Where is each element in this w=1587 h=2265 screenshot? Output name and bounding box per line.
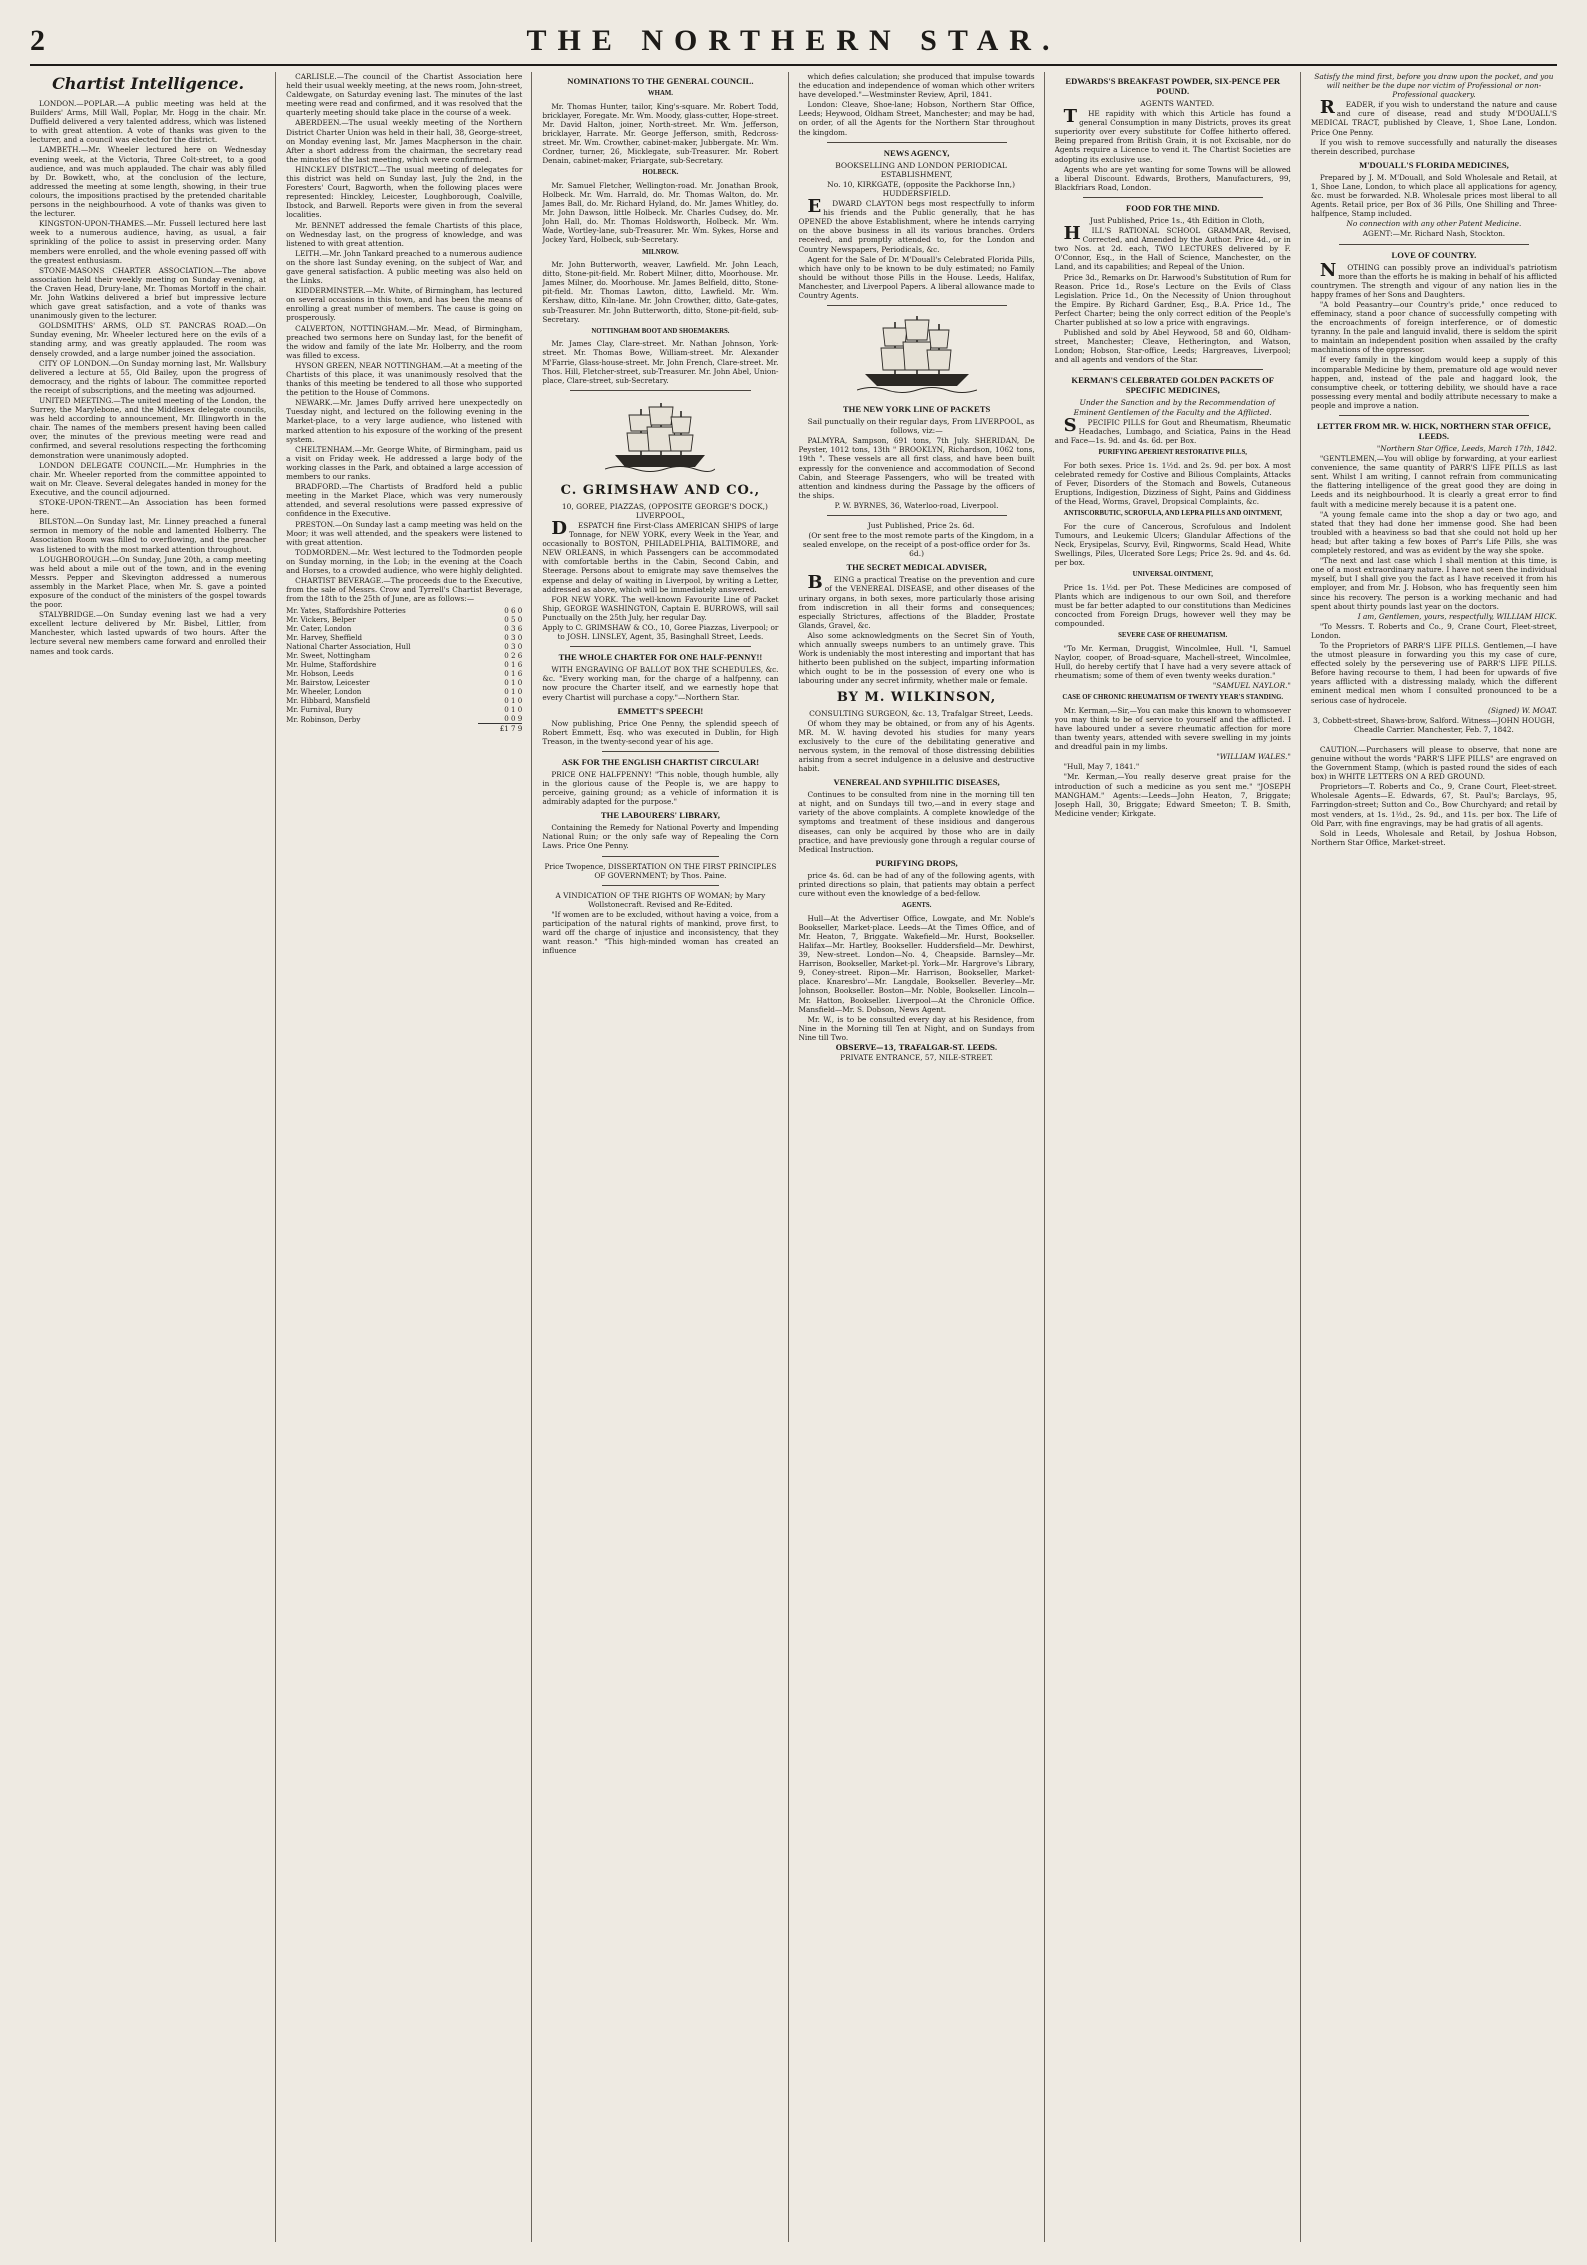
vindication-continued: which defies calculation; she produced that impulse towards the education and independence of woman which other writers have developed."—Westminster Review, April, 1841. (798, 72, 1035, 100)
packets-subtitle: Sail punctually on their regular days, From LIVERPOOL, as follows, viz:— (807, 417, 1035, 436)
vindication-text: "If women are to be excluded, without having a voice, from a participation of the natural rights of mankind, prove first, to ward off the charge of injustice and inconsistency, that they want reason." "This high-minded woman has created an influence (542, 909, 779, 956)
report-paragraph: LONDON.—POPLAR.—A public meeting was held at the Builders' Arms, Mill Wall, Poplar, Mr. Hogg in the chair. Mr. Duffield delivered a very talented address, which was listened to with great attention. A vote of thanks was given to the lecturer, and a council was elected for the district. (30, 99, 267, 145)
letter-place: "Northern Star Office, Leeds, March 17th, 1842. (1376, 444, 1557, 453)
table-row: Mr. Robinson, Derby 0 0 9 (286, 714, 523, 724)
nomination-names: Mr. Thomas Hunter, tailor, King's-square. Mr. Robert Todd, bricklayer, Foregate. Mr. Wm. Moody, glass-cutter, Hope-street. Mr. David Halton, joiner, North-street. Mr. Wm. Jefferson, bricklayer, Harrate. Mr. George Jefferson, smith, Redcross-street. Mr. Wm. Crowther, cabinet-maker, Jubbergate. Mr. Wm. Cordner, turner, 26, Micklegate, sub-Treasurer. Mr. Robert Denain, cabinet-maker, Friargate, sub-Secretary. (542, 101, 779, 166)
aperient-text: For both sexes. Price 1s. 1½d. and 2s. 9d. per box. A most celebrated remedy for Costive and Bilious Complaints, Attacks of Fever, Disorders of the Stomach and Bowels, Cutaneous Eruptions, Indigestion, Dizziness of Sight, Pains and Giddiness of the Head, Worms, Gravel, Dropsical Complaints, &c. (1054, 460, 1291, 506)
closing-text: Mr. W., is to be consulted every day at his Residence, from Nine in the Morning till Ten at Night, and on Sundays from Nine till Two. (798, 1014, 1035, 1042)
news-agency-text: EDWARD CLAYTON begs most respectfully to inform his friends and the Public generally, that he has OPENED the above Establishment, where he intends carrying on the above business in all its various branches. Orders received, and promptly attended to, for the London and Country Newspapers, Periodicals, &c. (798, 196, 1035, 254)
chronic-title: CASE OF CHRONIC RHEUMATISM OF TWENTY YEAR'S STANDING. (1062, 694, 1284, 702)
whole-charter-title: THE WHOLE CHARTER FOR ONE HALF-PENNY!! (558, 652, 763, 663)
moat-signature: (Signed) W. MOAT. (1487, 705, 1557, 715)
report-paragraph: LONDON DELEGATE COUNCIL.—Mr. Humphries in the chair. Mr. Wheeler reported from the committee appointed to wait on Mr. Cleave. Several delegates handed in money for the Executive, and the council adjourned. (30, 460, 267, 497)
food-text-2: Price 3d., Remarks on Dr. Harwood's Substitution of Rum for Reason. Price 1d., Rose's Lecture on the Evils of Class Legislation. Price 1d., On the Necessity of Union throughout the Empire. By Richard Gardner, Esq., B.A. Price 1d., The Perfect Charter; being the only correct edition of the People's Charter published at so low a price with engravings. (1054, 272, 1291, 327)
love-text: NOTHING can possibly prove an individual's patriotism more than the efforts he is making in behalf of his afflicted countrymen. The strength and vigour of any nation lies in the happy frames of her Sons and Daughters. (1310, 259, 1557, 299)
column-2 (286, 72, 532, 2242)
powder-subtitle: AGENTS WANTED. (1140, 99, 1215, 108)
column-5 (1055, 72, 1301, 2242)
kerman-title: KERMAN'S CELEBRATED GOLDEN PACKETS OF SPECIFIC MEDICINES, (1071, 375, 1275, 396)
universal-text: Price 1s. 1½d. per Pot. These Medicines are composed of Plants which are indigenous to our own Soil, and therefore must be far better adapted to our constitutions than Medicines concocted from Foreign Drugs, however well they may be compounded. (1054, 582, 1291, 628)
table-row: Mr. Hobson, Leeds 0 1 6 (286, 669, 523, 679)
news-agency-text-2: Agent for the Sale of Dr. M'Douall's Celebrated Florida Pills, which have only to be known to be duly estimated; no Family should be without those Pills in the House. Leeds, Halifax, Manchester, and Liverpool Papers. A liberal allowance made to Country Agents. (798, 254, 1035, 300)
divider (570, 390, 750, 391)
divider (827, 515, 1007, 516)
divider (827, 305, 1007, 306)
food-subtitle: Just Published, Price 1s., 4th Edition in Cloth, (1090, 215, 1265, 225)
food-title: FOOD FOR THE MIND. (1126, 202, 1220, 213)
nominations-heading: NOMINATIONS TO THE GENERAL COUNCIL. (567, 76, 754, 86)
nomination-place: MILNROW. (642, 248, 679, 256)
grimshaw-text: DESPATCH fine First-Class AMERICAN SHIPS of large Tonnage, for NEW YORK, every Week in the Year, and occasionally to BOSTON, PHILADELPHIA, BALTIMORE, and NEW ORLEANS, in which Passengers can be accommodated with comfortable berths in the Cabin, Second Cabin, and Steerage. Persons about to emigrate may save themselves the expense and delay of waiting in Liverpool, by writing a Letter, addressed as above, which will be immediately answered. (542, 518, 779, 594)
testimonial-title: SEVERE CASE OF RHEUMATISM. (1118, 632, 1228, 640)
nomination-place: WHAM. (647, 90, 673, 97)
food-text: HILL'S RATIONAL SCHOOL GRAMMAR, Revised, Corrected, and Amended by the Author. Price 4d., or in two Nos. at 2d. each, TWO LECTURES delivered by F. O'Connor, Esq., in the Hall of Science, Manchester, on the Land, and its capabilities; and Repeal of the Union. (1054, 223, 1291, 272)
love-title: LOVE OF COUNTRY. (1391, 249, 1477, 260)
mcdouall-title: M'DOUALL'S FLORIDA MEDICINES, (1359, 159, 1509, 170)
divider (1339, 415, 1529, 416)
universal-title: UNIVERSAL OINTMENT, (1132, 571, 1213, 579)
report-paragraph: CHELTENHAM.—Mr. George White, of Birmingham, paid us a visit on Friday week. He addressed a large body of the working classes in the Park, and obtained a large accession of members to our ranks. (286, 444, 523, 482)
table-row: Mr. Furnival, Bury 0 1 0 (286, 705, 523, 715)
report-paragraph: STONE-MASONS CHARTER ASSOCIATION.—The above association held their weekly meeting on Sunday evening, at the Craven Head, Drury-lane, Mr. Thomas Mortoff in the chair. Mr. John Watkins delivered a brief but impressive lecture which gave great satisfaction, and a vote of thanks was unanimously given to the lecturer. (30, 265, 267, 321)
mcdouall-agent: AGENT:—Mr. Richard Nash, Stockton. (1362, 229, 1506, 239)
powder-text-2: Agents who are yet wanting for some Towns will be allowed a liberal Discount. Edwards, Brothers, Manufacturers, 99, Blackfriars Road, London. (1054, 164, 1291, 192)
table-row: Mr. Yates, Staffordshire Potteries 0 6 0 (286, 606, 523, 616)
packet-ship-icon (857, 312, 977, 398)
report-paragraph: STALYBRIDGE.—On Sunday evening last we had a very excellent lecture delivered by Mr. Bisbel, Littler, from Manchester, which lasted upwards of two hours. After the lecture several new members came forward and enrolled their names and took cards. (30, 610, 267, 656)
divider (1339, 244, 1529, 245)
report-paragraph: PRESTON.—On Sunday last a camp meeting was held on the Moor; it was well attended, and the speakers were listened to with great attention. (286, 519, 523, 547)
report-paragraph: BRADFORD.—The Chartists of Bradford held a public meeting in the Market Place, which was very numerously attended, and several resolutions were passed expressive of confidence in the Executive. (286, 482, 523, 519)
nomination-names: Mr. Samuel Fletcher, Wellington-road. Mr. Jonathan Brook, Holbeck. Mr. Wm. Harrald, do. Mr. Thomas Walton, do. Mr. James Ball, do. Mr. Richard Hyland, do. Mr. James Whitley, do. Mr. John Dawson, little Holbeck. Mr. Charles Cudsey, do. Mr. John Hall, do. Mr. Thomas Holdsworth, Holbeck. Mr. Wm. Wade, Wortley-lane, sub-Treasurer. Mr. Wm. Sykes, Horse and Jockey Yard, Holbeck, sub-Secretary. (542, 180, 779, 245)
report-paragraph: NEWARK.—Mr. James Duffy arrived here unexpectedly on Tuesday night, and lectured on the following evening in the Market-place, to a very large audience, who listened with marked attention to his exposure of the working of the present system. (286, 398, 523, 444)
whole-charter-text: WITH ENGRAVING OF BALLOT BOX THE SCHEDULES, &c. &c. "Every working man, for the charge of a halfpenny, can now procure the Charter itself, and we earnestly hope that every Chartist will purchase a copy."—Northern Star. (542, 665, 779, 702)
observe-address: OBSERVE—13, TRAFALGAR-ST. LEEDS. (835, 1043, 998, 1052)
report-paragraph: LEITH.—Mr. John Tankard preached to a numerous audience on the shore last Sunday evening, on the subject of War, and gave general satisfaction. A public meeting was also held on the Links. (286, 248, 523, 286)
packets-title: THE NEW YORK LINE OF PACKETS (842, 404, 991, 415)
grimshaw-york: FOR NEW YORK. The well-known Favourite Line of Packet Ship, GEORGE WASHINGTON, Captain E. BURROWS, will sail Punctually on the 25th July, her regular Day. (542, 594, 779, 622)
packets-apply: P. W. BYRNES, 36, Waterloo-road, Liverpool. (834, 500, 999, 510)
adviser-subtitle: (Or sent free to the most remote parts of the Kingdom, in a sealed envelope, on the receipt of a post-office order for 3s. 6d.) (802, 531, 1034, 559)
table-row: Mr. Cater, London 0 3 6 (286, 624, 523, 634)
divider (1083, 369, 1263, 370)
adviser-title: THE SECRET MEDICAL ADVISER, (846, 562, 987, 573)
table-row: Mr. Hibbard, Mansfield 0 1 0 (286, 696, 523, 706)
adviser-published: Just Published, Price 2s. 6d. (867, 521, 975, 530)
letter-text-3: "The next and last case which I shall mention at this time, is one of a most extraordinary nature. I have not seen the individual myself, but I shall give you the fact as I have received it from his employer, and from Mr. J. Hobson, who has frequently seen him since his recovery. The person is a working mechanic and had spent about thirty pounds last year on the doctors. (1310, 556, 1557, 611)
letter-signature: I am, Gentlemen, yours, respectfully, WILLIAM HICK. (1357, 611, 1557, 621)
column-1 (30, 72, 276, 2242)
divider (827, 142, 1007, 143)
testimonial-signature: "SAMUEL NAYLOR." (1212, 681, 1291, 691)
agents-text: Hull—At the Advertiser Office, Lowgate, and Mr. Noble's Bookseller, Market-place. Leeds—At the Times Office, and of Mr. Heaton, 7, Briggate. Wakefield—Mr. Hurst, Bookseller. Halifax—Mr. Hartley, Bookseller. Huddersfield—Mr. Dewhirst, 39, New-street. London—No. 4, Cheapside. Barnsley—Mr. Harrison, Bookseller, Market-pl. York—Mr. Hargrove's Library, 9, Coney-street. Ripon—Mr. Harrison, Bookseller, Market-place. Knaresbro'—Mr. Langdale, Bookseller. Beverley—Mr. Johnson, Bookseller. Boston—Mr. Noble, Bookseller. Lincoln—Mr. Hatton, Bookseller. Liverpool—At the Chronicle Office. Mansfield—Mr. S. Dobson, News Agent. (798, 913, 1035, 1014)
moat-address: 3, Cobbett-street, Shaws-brow, Salford. Witness—JOHN HOUGH, Cheadle Carrier. Manchester, Feb. 7, 1842. (1313, 715, 1555, 734)
grimshaw-apply: Apply to C. GRIMSHAW & CO., 10, Goree Piazzas, Liverpool; or to JOSH. LINSLEY, Agent, 35, Basinghall Street, Leeds. (542, 623, 779, 642)
columns (30, 72, 1557, 2242)
table-row: Mr. Vickers, Belper 0 5 0 (286, 615, 523, 625)
column-6 (1311, 72, 1557, 2242)
powder-title: EDWARDS'S BREAKFAST POWDER, SIX-PENCE PER POUND. (1065, 76, 1281, 96)
news-agency-address: No. 10, KIRKGATE, (opposite the Packhorse Inn,) HUDDERSFIELD. (827, 179, 1015, 198)
mcdouall-text-2: If you wish to remove successfully and naturally the diseases therein described, purchase (1310, 137, 1557, 156)
table-row: National Charter Association, Hull 0 3 0 (286, 642, 523, 652)
mcdouall-intro: Satisfy the mind first, before you draw upon the pocket, and you will neither be the dupe nor victim of Professional or non-Professional quackery. (1314, 72, 1554, 100)
emmett-title: EMMETT'S SPEECH! (617, 705, 704, 716)
report-paragraph: CITY OF LONDON.—On Sunday morning last, Mr. Wallsbury delivered a lecture at 55, Old Bailey, upon the progress of democracy, and the rights of labour. The committee reported the receipt of subscriptions, and the meeting was adjourned. (30, 358, 267, 395)
divider (570, 646, 750, 647)
kerman-text: SPECIFIC PILLS for Gout and Rheumatism, Rheumatic Headaches, Lumbago, and Sciatica, Pains in the Head and Face—1s. 9d. and 4s. 6d. per Box. (1054, 414, 1291, 445)
report-paragraph: Mr. BENNET addressed the female Chartists of this place, on Wednesday last, on the progress of knowledge, and was listened to with great attention. (286, 220, 523, 248)
newspaper-title: THE NORTHERN STAR. (526, 24, 1061, 57)
caution-text: CAUTION.—Purchasers will please to observe, that none are genuine without the words "PARR'S LIFE PILLS" are engraved on the Government Stamp, (which is pasted round the sides of each box) in WHITE LETTERS ON A RED GROUND. (1310, 744, 1557, 782)
wilkinson-subtitle: CONSULTING SURGEON, &c. 13, Trafalgar Street, Leeds. (809, 708, 1034, 718)
aperient-title: PURIFYING APERIENT RESTORATIVE PILLS, (1098, 448, 1247, 456)
report-paragraph: ABERDEEN.—The usual weekly meeting of the Northern District Charter Union was held in their hall, 38, George-street, on Monday evening last, Mr. James Macpherson in the chair. After a short address from the chairman, the secretary read the minutes of the last meeting, which were confirmed. (286, 118, 523, 164)
testimonial-text: "To Mr. Kerman, Druggist, Wincolmlee, Hull. "I, Samuel Naylor, cooper, of Broad-square, Machell-street, Wincolmlee, Hull, do hereby certify that I have had a very severe attack of rheumatism; some of them of even twenty weeks duration." (1054, 643, 1291, 680)
letter-recipient: "To Messrs. T. Roberts and Co., 9, Crane Court, Fleet-street, London. (1310, 621, 1557, 640)
table-total-row (286, 724, 522, 734)
report-paragraph: GOLDSMITHS' ARMS, OLD ST. PANCRAS ROAD.—On Sunday evening, Mr. Wheeler lectured here on the evils of a standing army, and was greatly applauded. The room was densely crowded, and a large number joined the association. (30, 321, 267, 358)
chartist-reports (30, 99, 266, 656)
table-row: Mr. Sweet, Nottingham 0 2 6 (286, 651, 523, 661)
mcdouall-note: No connection with any other Patent Medicine. (1346, 219, 1522, 229)
proprietors-text: Proprietors—T. Roberts and Co., 9, Crane Court, Fleet-street. Wholesale Agents—E. Edwards, 67, St. Paul's; Barclays, 95, Farringdon-street; Sutton and Co., Bow Churchyard; and retail by most venders, at 1s. 1½d., 2s. 9d., and 11s. per box. The Life of Old Parr, with fine engravings, may be had gratis of all agents. (1310, 782, 1557, 828)
packets-text: PALMYRA, Sampson, 691 tons, 7th July. SHERIDAN, De Peyster, 1012 tons, 13th " BROOKLYN, Richardson, 1062 tons, 19th ". These vessels are all first class, and have been built expressly for the convenience and accommodation of Second Cabin, and Steerage Passengers, who will be treated with attention and kindness during the Passage by the officers of the ships. (798, 436, 1035, 500)
divider (1083, 197, 1263, 198)
ask-title: ASK FOR THE ENGLISH CHARTIST CIRCULAR! (561, 756, 760, 767)
grimshaw-title: C. GRIMSHAW AND CO., (560, 482, 761, 498)
grimshaw-address: 10, GOREE, PIAZZAS, (OPPOSITE GEORGE'S DOCK,) LIVERPOOL, (561, 501, 768, 520)
kerman-subtitle: Under the Sanction and by the Recommendation of Eminent Gentlemen of the Faculty and the Afflicted. (1073, 398, 1275, 417)
powder-text: THE rapidity with which this Article has found a general Consumption in many Districts, proves its great superiority over every substitute for Coffee hitherto offered. Being prepared from British Grain, it is not Excisable, nor do Agents require a Licence to vend it. The Chartist Societies are adopting its exclusive use. (1054, 106, 1291, 164)
report-paragraph: LOUGHBOROUGH.—On Sunday, June 20th, a camp meeting was held about a mile out of the town, and in the evening Messrs. Pepper and Skevington addressed a numerous assembly in the Market Place, when Mr. S. gave a pointed exposure of the conduct of the ministers of the gospel towards the poor. (30, 554, 267, 610)
page-number: 2 (30, 24, 45, 57)
beverage-table (286, 606, 522, 733)
vindication-title: A VINDICATION OF THE RIGHTS OF WOMAN; by Mary Wollstonecraft. Revised and Re-Edited. (555, 890, 766, 909)
love-text-2: "A bold Peasantry—our Country's pride," once reduced to effeminacy, stand a poor chance of successfully competing with the encroachments of foreign interference, or of domestic tyranny. In the pale and languid invalid, there is seldom the spirit to maintain an independent position when assailed by the crafty machinations of the oppressor. (1310, 299, 1557, 355)
nomination-names: Mr. John Butterworth, weaver, Lawfield. Mr. John Leach, ditto, Stone-pit-field. Mr. Robert Milner, ditto, Moorhouse. Mr. James Milner, do. Moorhouse. Mr. James Belfield, ditto, Stone-pit-field. Mr. Thomas Lawton, ditto, Lawfield. Mr. Wm. Kershaw, ditto, Kiln-lane. Mr. John Crowther, ditto, Gate-gates, sub-Treasurer. Mr. John Butterworth, ditto, Stone-pit-field, sub-Secretary. (542, 260, 779, 324)
report-paragraph: CARLISLE.—The council of the Chartist Association here held their usual weekly meeting, at the news room, John-street, Caldewgate, on Saturday evening last. The minutes of the last meeting were read and confirmed, and it was resolved that the quarterly meeting should take place in the course of a week. (286, 72, 523, 118)
chronic-text: Mr. Kerman,—Sir,—You can make this known to whomsoever you may think to be of service to yourself and the afflicted. I have laboured under a severe rheumatic affection for more than twenty years, attended with severe swelling in my joints and dreadful pain in my limbs. (1054, 705, 1291, 752)
table-row: Mr. Bairstow, Leicester 0 1 0 (286, 678, 523, 688)
purifying-text: price 4s. 6d. can be had of any of the following agents, with printed directions so plain, that patients may obtain a perfect cure without even the knowledge of a bed-fellow. (798, 870, 1035, 898)
divider (1371, 739, 1497, 740)
agents-title: AGENTS. (901, 902, 932, 910)
report-paragraph: KINGSTON-UPON-THAMES.—Mr. Fussell lectured here last week to a numerous audience, having, as usual, a fair sprinkling of the police to assist in preserving order. Many members were enrolled, and the whole evening passed off with the greatest enthusiasm. (30, 219, 267, 265)
section-heading-chartist-intelligence: Chartist Intelligence. (52, 74, 245, 93)
report-paragraph: TODMORDEN.—Mr. West lectured to the Todmorden people on Sunday morning, in the Lob; in the evening at the Coach and Horses, to a crowded audience, who were highly delighted. (286, 547, 523, 575)
masthead (30, 18, 1557, 66)
mcdouall-text-3: Prepared by J. M. M'Douall, and Sold Wholesale and Retail, at 1, Shoe Lane, London, to which place all applications for agency, &c. must be forwarded. N.B. Wholesale prices most liberal to all Agents. Retail price, per Box of 36 Pills, One Shilling and Three-halfpence, Stamp included. (1310, 172, 1557, 219)
scrofula-text: For the cure of Cancerous, Scrofulous and Indolent Tumours, and Leukemic Ulcers; Glandular Affections of the Neck, Erysipelas, Scurvy, Evil, Ringworms, Scald Head, White Swellings, Piles, Ulcerated Sore Legs; Price 2s. 9d. and 4s. 6d. per box. (1054, 521, 1291, 567)
moat-text: To the Proprietors of PARR'S LIFE PILLS. Gentlemen,—I have the utmost pleasure in forwarding you this my case of cure, effected solely by the persevering use of PARR'S LIFE PILLS. Before having recourse to them, I had been for upwards of five years afflicted with a distressing malady, which the different eminent medical men whom I consulted pronounced to be a serious case of hydrocele. (1310, 640, 1557, 705)
report-paragraph: KIDDERMINSTER.—Mr. White, of Birmingham, has lectured on several occasions in this town, and has been the means of enrolling a great number of members. The cause is going on prosperously. (286, 286, 523, 323)
table-row: Mr. Harvey, Sheffield 0 3 0 (286, 633, 523, 643)
adviser-text: BEING a practical Treatise on the prevention and cure of the VENEREAL DISEASE, and other diseases of the urinary organs, in both sexes, more particularly those arising from indiscretion in all their forms and consequences; especially Strictures, affections of the Bladder, Prostate Glands, Gravel, &c. (798, 572, 1035, 630)
food-text-3: Published and sold by Abel Heywood, 58 and 60, Oldham-street, Manchester; Cleave, Hetherington, and Watson, London; Hobson, Star-office, Leeds; Hargreaves, Liverpool; and all agents and vendors of the Star. (1054, 328, 1291, 365)
emmett-text: Now publishing, Price One Penny, the splendid speech of Robert Emmett, Esq. who was executed in Dublin, for High Treason, in the twenty-second year of his age. (542, 718, 779, 746)
column-4 (799, 72, 1045, 2242)
letter-text-2: "A young female came into the shop a day or two ago, and stated that they had done her immense good. She had been troubled with a heaviness so bad that she could not hold up her head; but after taking a few boxes of Parr's Life Pills, she was completely restored, and was as evident by the way she spoke. (1310, 509, 1557, 556)
labourers-text: Containing the Remedy for National Poverty and Impending National Ruin; or the only safe way of Repealing the Corn Laws. Price One Penny. (542, 823, 779, 851)
love-text-3: If every family in the kingdom would keep a supply of this incomparable Medicine by them, premature old age would never happen, and, instead of the pale and haggard look, the consumptive cheek, or tottering debility, we should have a race possessing every mental and bodily attribute necessary to make a people and improve a nation. (1310, 355, 1557, 410)
news-agency-title: NEWS AGENCY, (883, 147, 950, 158)
sold-text: Sold in Leeds, Wholesale and Retail, by Joshua Hobson, Northern Star Office, Market-street. (1310, 828, 1557, 847)
letter-text: "GENTLEMEN,—You will oblige by forwarding, at your earliest convenience, the same quantity of PARR'S LIFE PILLS as last sent. Whilst I am writing, I cannot refrain from communicating the flattering intelligence of the great good they are doing in Leeds and its neighbourhood. It is clearly a great error to find fault with a medicine merely because it is a patent one. (1310, 454, 1557, 509)
ask-text: PRICE ONE HALFPENNY! "This noble, though humble, ally in the glorious cause of the People is, we are happy to perceive, gaining ground; as a vehicle of information it is admirably adapted for the purpose." (542, 769, 779, 807)
private-entrance: PRIVATE ENTRANCE, 57, NILE-STREET. (840, 1053, 993, 1063)
wilkinson-title: BY M. WILKINSON, (836, 689, 997, 705)
vindication-publishers: London: Cleave, Shoe-lane; Hobson, Northern Star Office, Leeds; Heywood, Oldham Street, Manchester; and may be had, on order, of all the Agents for the Northern Star throughout the kingdom. (798, 100, 1035, 137)
mcdouall-text: READER, if you wish to understand the nature and cause and cure of disease, read and study M'DOUALL'S MEDICAL TRACT, published by Cleave, 1, Shoe Lane, London. Price One Penny. (1310, 97, 1557, 137)
report-paragraph: UNITED MEETING.—The united meeting of the London, the Surrey, the Marylebone, and the Middlesex delegate councils, was held according to announcement, Mr. Illingworth in the chair. The names of the members present having been called over, the minutes of the previous meeting were read and confirmed, and several resolutions respecting the forthcoming demonstration were unanimously adopted. (30, 396, 267, 460)
nomination-names: Mr. James Clay, Clare-street. Mr. Nathan Johnson, York-street. Mr. Thomas Bowe, William-street. Mr. Alexander M'Farrie, Glass-house-street. Mr. John French, Clare-street. Mr. Thos. Hill, Fletcher-street, sub-Treasurer. Mr. John Abel, Union-place, Clare-street, sub-Secretary. (542, 339, 779, 385)
report-paragraph: HINCKLEY DISTRICT.—The usual meeting of delegates for this district was held on Sunday last, July the 2nd, in the Foresters' Court, Bagworth, when the following places were represented: Hinckley, Leicester, Loughborough, Coalville, Ibstock, and Barwell. Reports were given in from the several localities. (286, 164, 523, 220)
report-paragraph: STOKE-UPON-TRENT.—An Association has been formed here. (30, 498, 267, 517)
report-paragraph: CALVERTON, NOTTINGHAM.—Mr. Mead, of Birmingham, preached two sermons here on Sunday last, for the benefit of the widow and family of the late Mr. Holberry, and the room was filled to excess. (286, 323, 523, 360)
table-row: Mr. Wheeler, London 0 1 0 (286, 687, 523, 697)
table-row: Mr. Hulme, Staffordshire 0 1 6 (286, 660, 523, 670)
sailing-ship-icon (605, 397, 715, 477)
report-paragraph: CHARTIST BEVERAGE.—The proceeds due to the Executive, from the sale of Messrs. Crow and Tyrrell's Chartist Beverage, from the 18th to the 25th of June, are as follows:— (286, 576, 523, 604)
adviser-text-2: Also some acknowledgments on the Secret Sin of Youth, which annually sweeps numbers to an untimely grave. This Work is undeniably the most interesting and important that has hitherto been published on the subject, imparting information which ought to be in the possession of every one who is labouring under any secret infirmity, whether male or female. (798, 630, 1035, 686)
scrofula-title: ANTISCORBUTIC, SCROFULA, AND LEPRA PILLS AND OINTMENT, (1063, 509, 1282, 517)
letter-title: LETTER FROM MR. W. HICK, NORTHERN STAR OFFICE, LEEDS. (1317, 421, 1551, 441)
purifying-title: PURIFYING DROPS, (875, 857, 958, 868)
column-3 (542, 72, 788, 2242)
labourers-title: THE LABOURERS' LIBRARY, (600, 810, 720, 821)
report-paragraph: LAMBETH.—Mr. Wheeler lectured here on Wednesday evening week, at the Victoria, Three Colt-street, to a good audience, and was much applauded. The chair was ably filled by Dr. Bowkett, who, at the conclusion of the lecture, addressed the meeting at some length, showing, in their true colours, the impositions practised by the pretended charitable persons in the neighbourhood. A vote of thanks was given to the lecturer. (30, 145, 267, 219)
beverage-total: £1 7 9 (478, 724, 522, 734)
final-text: "Mr. Kerman,—You really deserve great praise for the introduction of such a medicine as you sent me." "JOSEPH MANGHAM." Agents:—Leeds—John Heaton, 7, Briggate; Joseph Hall, 30, Briggate; Edward Smeeton; T. B. Smith, Medicine vender; Kirkgate. (1054, 772, 1291, 818)
report-paragraph: HYSON GREEN, NEAR NOTTINGHAM.—At a meeting of the Chartists of this place, it was unanimously resolved that the thanks of this meeting be tendered to all those who supported the petition to the House of Commons. (286, 360, 523, 398)
news-agency-subtitle: BOOKSELLING AND LONDON PERIODICAL ESTABLISHMENT, (835, 160, 1007, 179)
divider (602, 856, 718, 857)
venereal-title: VENEREAL AND SYPHILITIC DISEASES, (833, 777, 1000, 788)
divider (602, 751, 718, 752)
nomination-place: NOTTINGHAM BOOT AND SHOEMAKERS. (591, 327, 730, 335)
dissertation-title: Price Twopence, DISSERTATION ON THE FIRST PRINCIPLES OF GOVERNMENT; by Thos. Paine. (544, 861, 777, 880)
report-paragraph: BILSTON.—On Sunday last, Mr. Linney preached a funeral sermon in memory of the noble and lamented Holberry. The Association Room was filled to overflowing, and the preacher was listened to with the most marked attention throughout. (30, 517, 267, 554)
divider (602, 885, 718, 886)
venereal-text: Continues to be consulted from nine in the morning till ten at night, and on Sundays till two,—and in every stage and variety of the above complaints. A complete knowledge of the symptoms and treatment of these insidious and dangerous diseases, can only be acquired by those who are in daily practice, and have previously gone through a regular course of Medical Instruction. (798, 790, 1035, 854)
nomination-place: HOLBECK. (642, 169, 679, 177)
wilkinson-text: Of whom they may be obtained, or from any of his Agents. MR. M. W. having devoted his studies for many years exclusively to the cure of the debilitating generative and nervous system, in the removal of those distressing debilities arising from a secret indulgence in a delusive and destructive habit. (798, 718, 1035, 774)
hull-date: "Hull, May 7, 1841." (1063, 762, 1140, 772)
chronic-signature: "WILLIAM WALES." (1216, 752, 1291, 762)
